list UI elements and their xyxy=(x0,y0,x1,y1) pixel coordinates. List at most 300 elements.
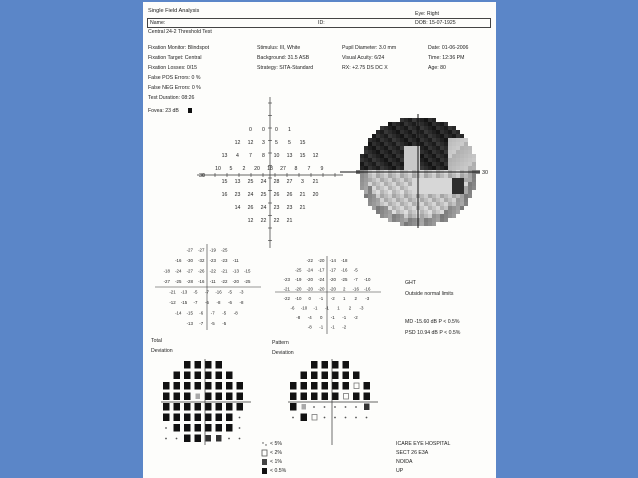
grayscale-cell xyxy=(436,174,440,178)
grayscale-cell xyxy=(380,134,384,138)
grayscale-cell xyxy=(388,190,392,194)
prob-symbol-solid xyxy=(205,424,212,432)
grayscale-cell xyxy=(424,154,428,158)
grayscale-cell xyxy=(452,214,456,218)
grayscale-cell xyxy=(372,162,376,166)
grid-value: 8 xyxy=(262,153,265,160)
grayscale-cell xyxy=(424,198,428,202)
grayscale-cell xyxy=(428,118,432,122)
grayscale-cell xyxy=(396,130,400,134)
grayscale-cell xyxy=(460,142,464,146)
grayscale-cell xyxy=(388,154,392,158)
grayscale-cell xyxy=(436,162,440,166)
grayscale-cell xyxy=(456,146,460,150)
grayscale-cell xyxy=(456,206,460,210)
prob-symbol-normal xyxy=(334,406,336,408)
grayscale-cell xyxy=(444,150,448,154)
grayscale-cell xyxy=(436,138,440,142)
grid-value: -19 xyxy=(209,247,216,253)
prob-symbol-solid xyxy=(184,393,191,401)
prob-symbol-solid xyxy=(226,414,233,422)
grayscale-cell xyxy=(368,194,372,198)
grayscale-cell xyxy=(400,178,404,182)
grid-value: -27 xyxy=(198,247,205,253)
grid-value: -28 xyxy=(186,279,193,285)
grayscale-cell xyxy=(468,162,472,166)
grayscale-cell xyxy=(412,158,416,162)
grayscale-cell xyxy=(436,206,440,210)
grayscale-cell xyxy=(404,142,408,146)
grayscale-cell xyxy=(396,178,400,182)
grayscale-cell xyxy=(468,166,472,170)
grayscale-cell xyxy=(396,202,400,206)
grayscale-cell xyxy=(372,194,376,198)
grid-value: 0 xyxy=(249,127,252,134)
legend-symbols xyxy=(261,440,269,478)
grid-value: 3 xyxy=(262,140,265,147)
prob-symbol-solid xyxy=(290,382,297,390)
prob-symbol-normal xyxy=(313,406,315,408)
info-line: Fixation Monitor: Blindspot xyxy=(148,45,210,51)
grayscale-cell xyxy=(408,194,412,198)
grayscale-cell xyxy=(424,202,428,206)
grayscale-cell xyxy=(436,122,440,126)
prob-symbol-solid xyxy=(195,424,202,432)
grayscale-cell xyxy=(428,154,432,158)
grayscale-cell xyxy=(468,150,472,154)
grayscale-cell xyxy=(408,214,412,218)
grayscale-cell xyxy=(448,178,452,182)
prob-symbol-solid xyxy=(205,361,212,369)
grid-value: -22 xyxy=(209,268,216,274)
grayscale-cell xyxy=(420,186,424,190)
grayscale-cell xyxy=(412,130,416,134)
grayscale-cell xyxy=(468,178,472,182)
grayscale-cell xyxy=(404,214,408,218)
prob-symbol-solid xyxy=(195,372,202,380)
prob-symbol-solid xyxy=(226,372,233,380)
prob-symbol-solid xyxy=(332,372,339,380)
grayscale-cell xyxy=(364,174,368,178)
grayscale-cell xyxy=(404,222,408,226)
grid-value: -20 xyxy=(318,286,325,292)
grid-value: 3 xyxy=(301,179,304,186)
grayscale-cell xyxy=(464,138,468,142)
grayscale-cell xyxy=(388,134,392,138)
grayscale-cell xyxy=(420,150,424,154)
grayscale-cell xyxy=(444,158,448,162)
grid-value: -1 xyxy=(319,296,324,302)
pattern-deviation-grid xyxy=(273,254,383,336)
grayscale-cell xyxy=(420,166,424,170)
grid-value: -13 xyxy=(232,268,239,274)
prob-symbol-solid xyxy=(174,393,181,401)
prob-symbol-normal xyxy=(239,417,241,419)
grayscale-cell xyxy=(448,214,452,218)
prob-symbol-solid xyxy=(322,393,329,401)
prob-symbol-solid xyxy=(322,372,329,380)
grayscale-cell xyxy=(400,194,404,198)
grid-value: 5 xyxy=(288,140,291,147)
grayscale-cell xyxy=(424,122,428,126)
legend-label: < 5% xyxy=(270,441,282,447)
total-label-2: Deviation xyxy=(151,348,173,354)
grid-value: -2 xyxy=(330,296,335,302)
prob-symbol-solid xyxy=(205,382,212,390)
grid-value: -15 xyxy=(186,310,193,316)
grayscale-cell xyxy=(472,186,476,190)
grayscale-cell xyxy=(436,210,440,214)
grayscale-cell xyxy=(376,162,380,166)
grid-value: 2 xyxy=(343,286,346,292)
grid-value: 7 xyxy=(249,153,252,160)
grayscale-cell xyxy=(380,178,384,182)
grayscale-cell xyxy=(396,210,400,214)
prob-symbol-solid xyxy=(184,424,191,432)
grid-value: -22 xyxy=(221,279,228,285)
grayscale-cell xyxy=(412,190,416,194)
grayscale-cell xyxy=(412,206,416,210)
grayscale-cell xyxy=(388,130,392,134)
grayscale-cell xyxy=(404,138,408,142)
grayscale-cell xyxy=(424,210,428,214)
grayscale-cell xyxy=(388,150,392,154)
grayscale-cell xyxy=(392,126,396,130)
prob-symbol-solid xyxy=(332,382,339,390)
grid-value: -20 xyxy=(306,277,313,283)
grayscale-cell xyxy=(420,178,424,182)
grayscale-cell xyxy=(368,142,372,146)
grid-value: -14 xyxy=(329,258,336,264)
grayscale-cell xyxy=(440,134,444,138)
grayscale-cell xyxy=(384,134,388,138)
grayscale-cell xyxy=(384,198,388,202)
prob-symbol-normal xyxy=(334,417,336,419)
grayscale-cell xyxy=(464,154,468,158)
grayscale-cell xyxy=(420,130,424,134)
grid-value: -25 xyxy=(221,247,228,253)
grayscale-cell xyxy=(392,138,396,142)
grayscale-cell xyxy=(440,126,444,130)
grayscale-cell xyxy=(440,206,444,210)
grayscale-cell xyxy=(468,190,472,194)
grayscale-cell xyxy=(376,194,380,198)
grid-value: -5 xyxy=(228,289,232,295)
grayscale-cell xyxy=(404,162,408,166)
grayscale-cell xyxy=(452,210,456,214)
grayscale-cell xyxy=(464,174,468,178)
grid-value: -20 xyxy=(232,279,239,285)
grayscale-cell xyxy=(368,178,372,182)
grayscale-cell xyxy=(392,134,396,138)
prob-symbol-solid xyxy=(343,361,350,369)
grayscale-cell xyxy=(448,146,452,150)
grayscale-cell xyxy=(404,150,408,154)
grid-value: -10 xyxy=(295,296,302,302)
prob-symbol-light xyxy=(354,383,359,389)
grayscale-cell xyxy=(464,142,468,146)
grayscale-cell xyxy=(460,158,464,162)
grayscale-cell xyxy=(388,210,392,214)
grayscale-cell xyxy=(404,158,408,162)
grayscale-cell xyxy=(456,154,460,158)
grayscale-cell xyxy=(360,182,364,186)
grayscale-cell xyxy=(444,134,448,138)
prob-symbol-normal xyxy=(355,417,357,419)
grid-value: -24 xyxy=(306,267,313,273)
grayscale-cell xyxy=(404,130,408,134)
grayscale-cell xyxy=(420,158,424,162)
legend-symbol-dense xyxy=(262,459,267,465)
fovea-marker xyxy=(188,108,192,113)
grayscale-cell xyxy=(460,194,464,198)
grayscale-cell xyxy=(400,122,404,126)
grayscale-cell xyxy=(432,194,436,198)
grayscale-cell xyxy=(460,150,464,154)
grayscale-cell xyxy=(440,122,444,126)
info-line: Time: 12:36 PM xyxy=(428,55,465,61)
prob-symbol-solid xyxy=(311,372,318,380)
grayscale-cell xyxy=(468,154,472,158)
prob-symbol-solid xyxy=(364,393,371,401)
grayscale-cell xyxy=(360,162,364,166)
grid-value: -23 xyxy=(209,258,216,264)
grayscale-cell xyxy=(408,122,412,126)
grayscale-cell xyxy=(464,146,468,150)
grayscale-cell xyxy=(428,190,432,194)
grayscale-cell xyxy=(364,194,368,198)
grayscale-cell xyxy=(448,186,452,190)
grayscale-cell xyxy=(444,138,448,142)
grayscale-cell xyxy=(408,142,412,146)
grid-value: 26 xyxy=(286,192,293,199)
grayscale-cell xyxy=(408,206,412,210)
grayscale-cell xyxy=(412,218,416,222)
grid-value: 2 xyxy=(242,166,246,173)
grayscale-cell xyxy=(444,206,448,210)
grayscale-cell xyxy=(380,186,384,190)
grayscale-cell xyxy=(420,206,424,210)
grayscale-cell xyxy=(448,162,452,166)
info-line: RX: +2.75 DS DC X xyxy=(342,65,388,71)
grayscale-cell xyxy=(412,174,416,178)
grayscale-cell xyxy=(464,150,468,154)
grayscale-cell xyxy=(444,142,448,146)
grayscale-cell xyxy=(400,146,404,150)
grid-value: -24 xyxy=(318,277,325,283)
grid-value: 16 xyxy=(221,192,228,199)
grid-value: -4 xyxy=(307,315,312,321)
grayscale-cell xyxy=(428,146,432,150)
grayscale-cell xyxy=(368,162,372,166)
grayscale-cell xyxy=(400,214,404,218)
grid-value: 15 xyxy=(299,140,306,147)
grayscale-cell xyxy=(448,130,452,134)
grayscale-cell xyxy=(388,186,392,190)
grayscale-cell xyxy=(444,214,448,218)
hospital-line: ICARE EYE HOSPITAL xyxy=(396,441,451,447)
grayscale-cell xyxy=(412,122,416,126)
grayscale-cell xyxy=(400,218,404,222)
prob-symbol-solid xyxy=(290,403,297,411)
grayscale-cell xyxy=(436,142,440,146)
grayscale-cell xyxy=(408,174,412,178)
grid-value: 10 xyxy=(273,153,280,160)
grid-value: 25 xyxy=(260,192,267,199)
grayscale-cell xyxy=(408,202,412,206)
grayscale-cell xyxy=(408,162,412,166)
grayscale-cell xyxy=(448,126,452,130)
grayscale-cell xyxy=(436,134,440,138)
grayscale-cell xyxy=(376,142,380,146)
grayscale-cell xyxy=(384,178,388,182)
grayscale-cell xyxy=(372,206,376,210)
prob-symbol-solid xyxy=(216,414,223,422)
grayscale-cell xyxy=(380,202,384,206)
prob-symbol-solid xyxy=(364,382,371,390)
grayscale-cell xyxy=(420,118,424,122)
grayscale-cell xyxy=(404,202,408,206)
grayscale-cell xyxy=(396,134,400,138)
total-label: Total xyxy=(151,338,162,344)
grayscale-cell xyxy=(440,130,444,134)
grayscale-cell xyxy=(428,130,432,134)
grid-value: -5 xyxy=(193,289,198,295)
grayscale-cell xyxy=(384,206,388,210)
grid-value: 24 xyxy=(247,192,254,199)
prob-symbol-normal xyxy=(239,427,241,429)
prob-symbol-normal xyxy=(324,406,326,408)
grid-value: -13 xyxy=(180,289,188,295)
grayscale-cell xyxy=(444,190,448,194)
grayscale-cell xyxy=(400,162,404,166)
grayscale-cell xyxy=(388,158,392,162)
grid-value: 21 xyxy=(299,205,306,212)
grayscale-cell xyxy=(404,210,408,214)
grayscale-cell xyxy=(408,118,412,122)
grayscale-cell xyxy=(400,154,404,158)
grayscale-cell xyxy=(464,162,468,166)
grayscale-cell xyxy=(380,190,384,194)
grayscale-cell xyxy=(452,138,456,142)
grid-value: -6 xyxy=(290,305,295,311)
grayscale-cell xyxy=(432,146,436,150)
info-line: Visual Acuity: 6/24 xyxy=(342,55,385,61)
grayscale-cell xyxy=(412,198,416,202)
grayscale-cell xyxy=(368,146,372,150)
grayscale-cell xyxy=(432,222,436,226)
grayscale-cell xyxy=(420,198,424,202)
grayscale-cell xyxy=(372,166,376,170)
grayscale-cell xyxy=(428,158,432,162)
grayscale-cell xyxy=(364,178,368,182)
grid-value: 27 xyxy=(286,179,293,186)
grayscale-cell xyxy=(372,182,376,186)
fovea-value: Fovea: 23 dB xyxy=(148,108,179,114)
grayscale-cell xyxy=(460,134,464,138)
grayscale-cell xyxy=(368,166,372,170)
grayscale-cell xyxy=(368,138,372,142)
grid-value: -8 xyxy=(296,315,301,321)
grayscale-cell xyxy=(440,158,444,162)
grayscale-cell xyxy=(392,146,396,150)
legend-label: < 2% xyxy=(270,450,282,456)
grid-value: -8 xyxy=(233,310,238,316)
grid-value: -5 xyxy=(222,321,227,327)
grayscale-cell xyxy=(404,218,408,222)
grayscale-cell xyxy=(448,134,452,138)
grayscale-cell xyxy=(448,190,452,194)
grayscale-cell xyxy=(396,206,400,210)
hospital-line: SECT 26 E3A xyxy=(396,450,429,456)
grayscale-cell xyxy=(404,174,408,178)
grayscale-cell xyxy=(396,126,400,130)
grayscale-cell xyxy=(472,182,476,186)
grayscale-cell xyxy=(392,214,396,218)
grayscale-cell xyxy=(456,182,460,186)
grid-value: -23 xyxy=(221,258,228,264)
hospital-line: NOIDA xyxy=(396,459,413,465)
grayscale-cell xyxy=(448,194,452,198)
grayscale-cell xyxy=(464,202,468,206)
grayscale-cell xyxy=(396,198,400,202)
grayscale-cell xyxy=(448,174,452,178)
grid-value: 24 xyxy=(260,179,267,186)
grayscale-cell xyxy=(380,150,384,154)
grayscale-cell xyxy=(396,150,400,154)
grayscale-cell xyxy=(384,138,388,142)
grayscale-cell xyxy=(420,214,424,218)
prob-symbol-normal xyxy=(176,438,178,440)
prob-symbol-solid xyxy=(216,393,223,401)
prob-symbol-solid xyxy=(205,414,212,422)
grayscale-cell xyxy=(412,214,416,218)
grayscale-cell xyxy=(432,150,436,154)
grid-value: 26 xyxy=(247,205,254,212)
grayscale-cell xyxy=(384,142,388,146)
grayscale-cell xyxy=(408,190,412,194)
prob-symbol-solid xyxy=(226,382,233,390)
grayscale-cell xyxy=(372,186,376,190)
grayscale-cell xyxy=(424,194,428,198)
grayscale-cell xyxy=(380,182,384,186)
grayscale-cell xyxy=(428,166,432,170)
grayscale-cell xyxy=(376,186,380,190)
grid-value: -2 xyxy=(342,324,347,330)
grayscale-cell xyxy=(384,158,388,162)
grayscale-cell xyxy=(468,158,472,162)
grid-value: -17 xyxy=(318,267,325,273)
grid-value: -10 xyxy=(364,277,371,283)
grid-value: -20 xyxy=(329,286,336,292)
grayscale-cell xyxy=(452,150,456,154)
grayscale-cell xyxy=(444,178,448,182)
grayscale-cell xyxy=(368,174,372,178)
grayscale-cell xyxy=(464,198,468,202)
grayscale-cell xyxy=(468,146,472,150)
grayscale-cell xyxy=(448,198,452,202)
prob-symbol-solid xyxy=(301,393,308,401)
grid-value: 20 xyxy=(312,192,319,199)
grid-value: 0 xyxy=(275,127,278,134)
grayscale-cell xyxy=(460,166,464,170)
grid-value: -14 xyxy=(175,310,182,316)
grayscale-cell xyxy=(428,182,432,186)
grayscale-cell xyxy=(368,154,372,158)
grayscale-cell xyxy=(456,174,460,178)
grid-value: 27 xyxy=(280,166,286,173)
grid-value: -12 xyxy=(169,300,176,306)
